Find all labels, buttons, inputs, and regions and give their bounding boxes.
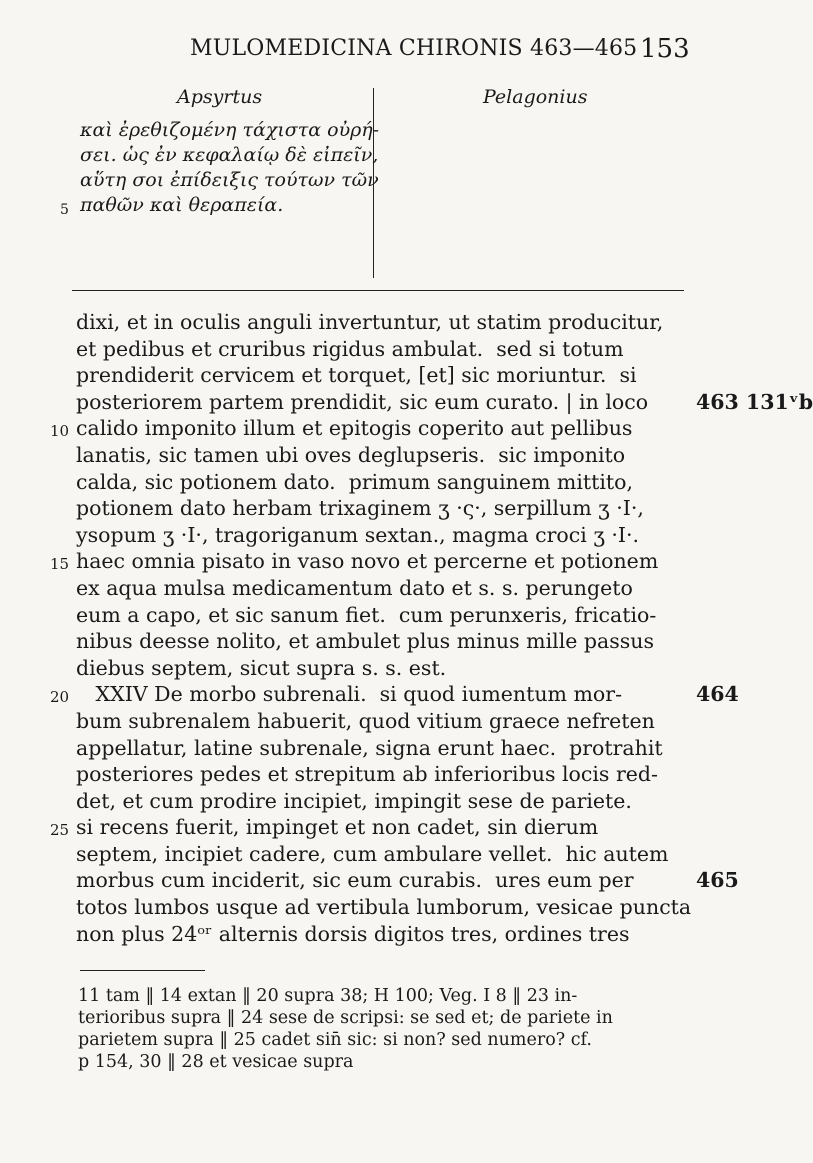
text-line <box>30 389 813 417</box>
column-title-pelagonius: Pelagonius <box>483 86 588 108</box>
text-line-content: non plus 24ᵒʳ alternis dorsis digitos tres, ordines tres <box>76 921 630 946</box>
text-line <box>30 682 790 709</box>
line-number: 5 <box>60 202 69 218</box>
text-line <box>30 416 790 443</box>
text-line-content: calido imponito illum et epitogis coperito aut pellibus <box>76 416 633 441</box>
text-line <box>30 709 790 736</box>
running-title: MULOMEDICINA CHIRONIS 463—465 <box>190 36 638 61</box>
margin-reference: 465 <box>696 868 739 893</box>
greek-line <box>60 143 379 168</box>
text-line <box>30 815 790 842</box>
footnote-line: p 154, 30 ‖ 28 et vesicae supra <box>78 1052 354 1072</box>
page-number: 153 <box>640 34 690 64</box>
apparatus-footnotes <box>78 985 708 1073</box>
greek-line <box>60 193 370 218</box>
text-line-content: dixi, et in oculis anguli invertuntur, ut statim producitur, <box>76 310 664 334</box>
text-line-content: septem, incipiet cadere, cum ambulare vellet. hic autem <box>76 841 669 866</box>
text-line-content: nibus deesse nolito, et ambulet plus minus mille passus <box>76 629 655 654</box>
text-line-content: det, et cum prodire incipiet, impingit sese de pariete. <box>76 788 632 813</box>
text-line-content: totos lumbos usque ad vertibula lumborum, vesicae puncta <box>76 895 692 920</box>
text-line <box>30 443 790 470</box>
greek-text-block <box>60 118 380 218</box>
text-line <box>30 922 790 949</box>
text-line-content: posteriorem partem prendidit, sic eum curato. | in loco <box>76 389 649 414</box>
text-line <box>30 523 790 550</box>
text-line <box>30 895 790 922</box>
text-line-content: posteriores pedes et strepitum ab inferioribus locis red- <box>76 762 658 787</box>
greek-line-text: παθῶν καὶ θεραπεία. <box>80 194 284 216</box>
footnote-line: parietem supra ‖ 25 cadet sin̄ sic: si non? sed numero? cf. <box>78 1030 592 1050</box>
text-line-content: appellatur, latine subrenale, signa erunt haec. protrahit <box>76 735 663 760</box>
text-line <box>30 576 790 603</box>
text-line <box>30 736 790 763</box>
text-line <box>30 363 790 390</box>
column-title-apsyrtus: Apsyrtus <box>177 86 263 108</box>
text-line <box>30 868 790 895</box>
line-number: 25 <box>50 821 70 840</box>
margin-reference: 464 <box>696 682 739 707</box>
text-line-content: si recens fuerit, impinget et non cadet, sin dierum <box>76 815 599 840</box>
text-line <box>30 656 790 683</box>
section-rule <box>72 290 684 291</box>
text-line <box>30 337 790 364</box>
text-line <box>30 842 790 869</box>
footnote-line: 11 tam ‖ 14 extan ‖ 20 supra 38; H 100; Veg. I 8 ‖ 23 in- <box>78 986 578 1006</box>
greek-line-text: καὶ ἐρεθιζομένη τάχιστα οὐρή- <box>80 119 380 141</box>
text-line <box>30 789 790 816</box>
text-line-content: morbus cum inciderit, sic eum curabis. ures eum per <box>76 868 634 893</box>
text-line-content: bum subrenalem habuerit, quod vitium graece nefreten <box>76 708 655 733</box>
text-line <box>30 603 790 630</box>
greek-line-text: αὕτη σοι ἐπίδειξις τούτων τῶν <box>80 169 379 191</box>
text-line-content: lanatis, sic tamen ubi oves deglupseris. sic imponito <box>76 442 626 467</box>
text-line-content: prendiderit cervicem et torquet, [et] sic moriuntur. si <box>76 363 637 388</box>
greek-line-text: σει. ὡς ἐν κεφαλαίῳ δὲ εἰπεῖν, <box>80 144 379 166</box>
greek-line <box>60 168 379 193</box>
text-line-content: haec omnia pisato in vaso novo et percerne et potionem <box>76 549 659 574</box>
text-line-content: eum a capo, et sic sanum fiet. cum perunxeris, fricatio- <box>76 602 657 627</box>
line-number: 20 <box>50 688 70 707</box>
latin-text-block <box>30 310 813 948</box>
text-line <box>30 496 790 523</box>
text-line <box>30 310 790 337</box>
line-number: 10 <box>50 422 70 441</box>
text-line-content: potionem dato herbam trixaginem ʒ ·ς·, serpillum ʒ ·I·, <box>76 496 644 521</box>
text-line-content: diebus septem, sicut supra s. s. est. <box>76 655 447 680</box>
text-line <box>30 762 790 789</box>
footnote-line: terioribus supra ‖ 24 sese de scripsi: se sed et; de pariete in <box>78 1008 613 1028</box>
text-line <box>30 629 790 656</box>
line-number: 15 <box>50 555 70 574</box>
text-line-content: ysopum ʒ ·I·, tragoriganum sextan., magma croci ʒ ·I·. <box>76 522 640 547</box>
text-line-content: XXIV De morbo subrenali. si quod iumentum mor- <box>76 682 623 707</box>
text-line-content: ex aqua mulsa medicamentum dato et s. s. perungeto <box>76 575 633 600</box>
text-line-content: calda, sic potionem dato. primum sanguinem mittito, <box>76 469 634 494</box>
margin-reference: 463 131ᵛb <box>696 389 813 414</box>
text-line <box>30 549 790 576</box>
footnote-rule <box>80 970 205 971</box>
text-line-content: et pedibus et cruribus rigidus ambulat. sed si totum <box>76 336 624 361</box>
greek-line <box>60 118 380 143</box>
text-line <box>30 470 790 497</box>
